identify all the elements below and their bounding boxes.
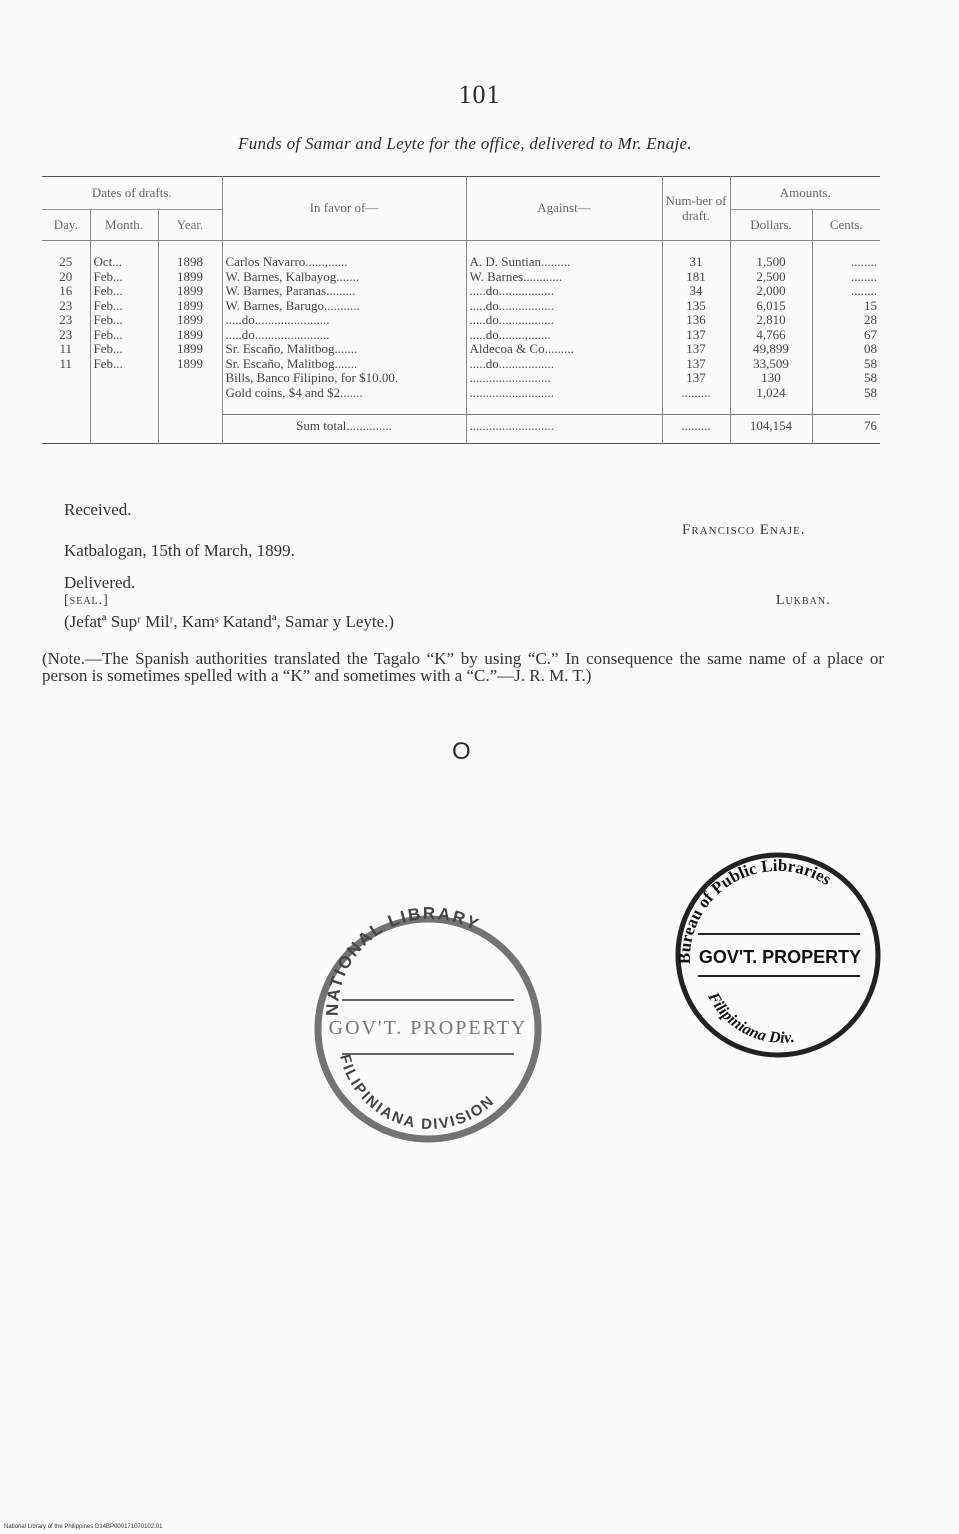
delivered-label: Delivered. [64,573,136,592]
cell-favor: Sr. Escaño, Malitbog....... [222,342,466,357]
cell-number: 31 [662,255,730,270]
cell-year: 1899 [158,328,222,343]
table-row [42,371,880,386]
cell-month [90,386,158,401]
document-title: Funds of Samar and Leyte for the office, delivered to Mr. Enaje. [238,134,692,153]
cell-year: 1899 [158,284,222,299]
header-against: Against— [466,177,662,241]
cell-dollars: 49,899 [730,342,812,357]
cell-dollars: 2,500 [730,270,812,285]
cell-month [90,371,158,386]
cell-dollars: 1,500 [730,255,812,270]
header-dollars: Dollars. [730,210,812,241]
sum-total-cents: 76 [812,415,880,444]
page-number: 101 [458,80,501,109]
bureau-public-libraries-stamp [664,846,892,1064]
cell-against: .......................... [466,386,662,401]
cell-day: 11 [59,355,73,371]
sum-total-row [42,415,880,444]
svg-text:Filipiniana Div. [704,989,796,1047]
header-day: Day. [42,210,90,241]
cell-number: 34 [662,284,730,299]
cell-cents: 15 [812,299,880,314]
sum-total-against: .......................... [466,415,662,444]
cell-month: Feb... [90,270,158,285]
table-row [42,255,880,270]
cell-month: Feb... [90,284,158,299]
cell-cents: 28 [812,313,880,328]
table-body [42,241,880,447]
cell-against: .....do................. [466,313,662,328]
drafts-table [42,176,880,446]
cell-dollars: 2,810 [730,313,812,328]
sum-total-label: Sum total.............. [222,415,466,444]
cell-day: 11 [59,341,73,356]
header-favor: In favor of— [222,177,466,241]
cell-cents: 58 [812,357,880,372]
cell-month: Feb... [90,313,158,328]
cell-favor: .....do....................... [222,328,466,343]
cell-day: 23 [59,297,73,313]
cell-favor: Carlos Navarro......,...... [222,255,466,270]
cell-number: 135 [662,299,730,314]
sum-total-number: ......... [662,415,730,444]
cell-dollars: 4,766 [730,328,812,343]
cell-year: 1898 [158,255,222,270]
cell-cents: ........ [812,284,880,299]
header-number: Num-ber of draft. [662,177,730,241]
cell-against: Aldecoa & Co......... [466,342,662,357]
cell-favor: Sr. Escaño, Malitbog....... [222,357,466,372]
stamp-right-top-text: Bureau of Public Libraries [674,855,835,965]
cell-dollars: 1,024 [730,386,812,401]
cell-cents: ........ [812,270,880,285]
cell-against: ......................... [466,371,662,386]
cell-favor: W. Barnes, Paranas......... [222,284,466,299]
cell-month: Feb... [90,328,158,343]
cell-day: 25 [59,254,73,269]
cell-month: Feb... [90,342,158,357]
received-by-signature: Francisco Enaje. [682,522,806,538]
cell-against: .....do................. [466,299,662,314]
table-row [42,386,880,401]
sum-total-dollars: 104,154 [730,415,812,444]
cell-favor: Gold coins, $4 and $2....... [222,386,466,401]
office-line: (Jefatª Supʳ Milʳ, Kamˢ Katandª, Samar y Leyte.) [64,612,395,631]
cell-against: .....do................. [466,357,662,372]
table-row [42,270,880,285]
table-row [42,299,880,314]
cell-year [158,386,222,401]
stamp-right-middle-text: GOV'T. PROPERTY [698,947,862,967]
cell-dollars: 2,000 [730,284,812,299]
cell-favor: Bills, Banco Filipino, for $10.00. [222,371,466,386]
cell-month: Oct... [90,255,158,270]
cell-against: A. D. Suntian......... [466,255,662,270]
cell-dollars: 6,015 [730,299,812,314]
cell-cents: 08 [812,342,880,357]
cell-number: 137 [662,357,730,372]
cell-number: 137 [662,342,730,357]
stamp-left-bottom-text: FILIPINIANA DIVISION [335,1052,499,1134]
cell-year: 1899 [158,342,222,357]
header-month: Month. [90,210,158,241]
cell-year: 1899 [158,270,222,285]
seal-mark: [seal.] [64,593,109,608]
cell-cents: 67 [812,328,880,343]
cell-day: 23 [59,326,73,342]
cell-dollars: 33,509 [730,357,812,372]
svg-text:FILIPINIANA DIVISION [336,1053,498,1134]
stamp-left-top-text: NATIONAL LIBRARY [322,906,483,1017]
cell-day [42,371,90,386]
cell-against: .....do................. [466,284,662,299]
header-amounts-group: Amounts. [730,177,880,210]
translation-note: (Note.—The Spanish authorities translated the Tagalo “K” by using “C.” In consequence the same name of a place or person is sometimes spelled with a “K” and sometimes with a “C.”—J. R. M. T.) [42,649,884,685]
national-library-stamp [302,906,554,1152]
header-cents: Cents. [812,210,880,241]
cell-number: ......... [662,386,730,401]
cell-favor: W. Barnes, Barugo........... [222,299,466,314]
cell-cents: ........ [812,255,880,270]
cell-month: Feb... [90,357,158,372]
cell-number: 181 [662,270,730,285]
cell-against: .....do........,....... [466,328,662,343]
cell-cents: 58 [812,371,880,386]
cell-day: 16 [59,283,73,298]
header-year: Year. [158,210,222,241]
table-row [42,313,880,328]
cell-favor: .....do....................... [222,313,466,328]
cell-day: 23 [59,312,73,327]
cell-month: Feb... [90,299,158,314]
cell-year [158,371,222,386]
cell-dollars: 130 [730,371,812,386]
stamp-right-bottom-text: Filipiniana Div. [704,989,796,1047]
cell-against: W. Barnes............ [466,270,662,285]
received-label: Received. [64,500,132,519]
cell-day: 20 [59,268,73,284]
cell-favor: W. Barnes, Kalbayog....... [222,270,466,285]
table-row [42,328,880,343]
scan-footer: National Library of the Philippines D14BP000171070102.01 [4,1524,163,1530]
cell-number: 137 [662,371,730,386]
cell-number: 136 [662,313,730,328]
header-dates-group: Dates of drafts. [91,184,172,200]
place-date: Katbalogan, 15th of March, 1899. [64,541,295,560]
cell-number: 137 [662,328,730,343]
delivered-by-signature: Lukban. [776,593,831,608]
table-row [42,284,880,299]
cell-year: 1899 [158,357,222,372]
cell-cents: 58 [812,386,880,401]
cell-year: 1899 [158,313,222,328]
end-mark: O [452,738,471,765]
stamp-left-middle-text: GOV'T. PROPERTY [328,1017,528,1039]
table-row [42,357,880,372]
cell-day [42,386,90,401]
table-row [42,342,880,357]
cell-year: 1899 [158,299,222,314]
